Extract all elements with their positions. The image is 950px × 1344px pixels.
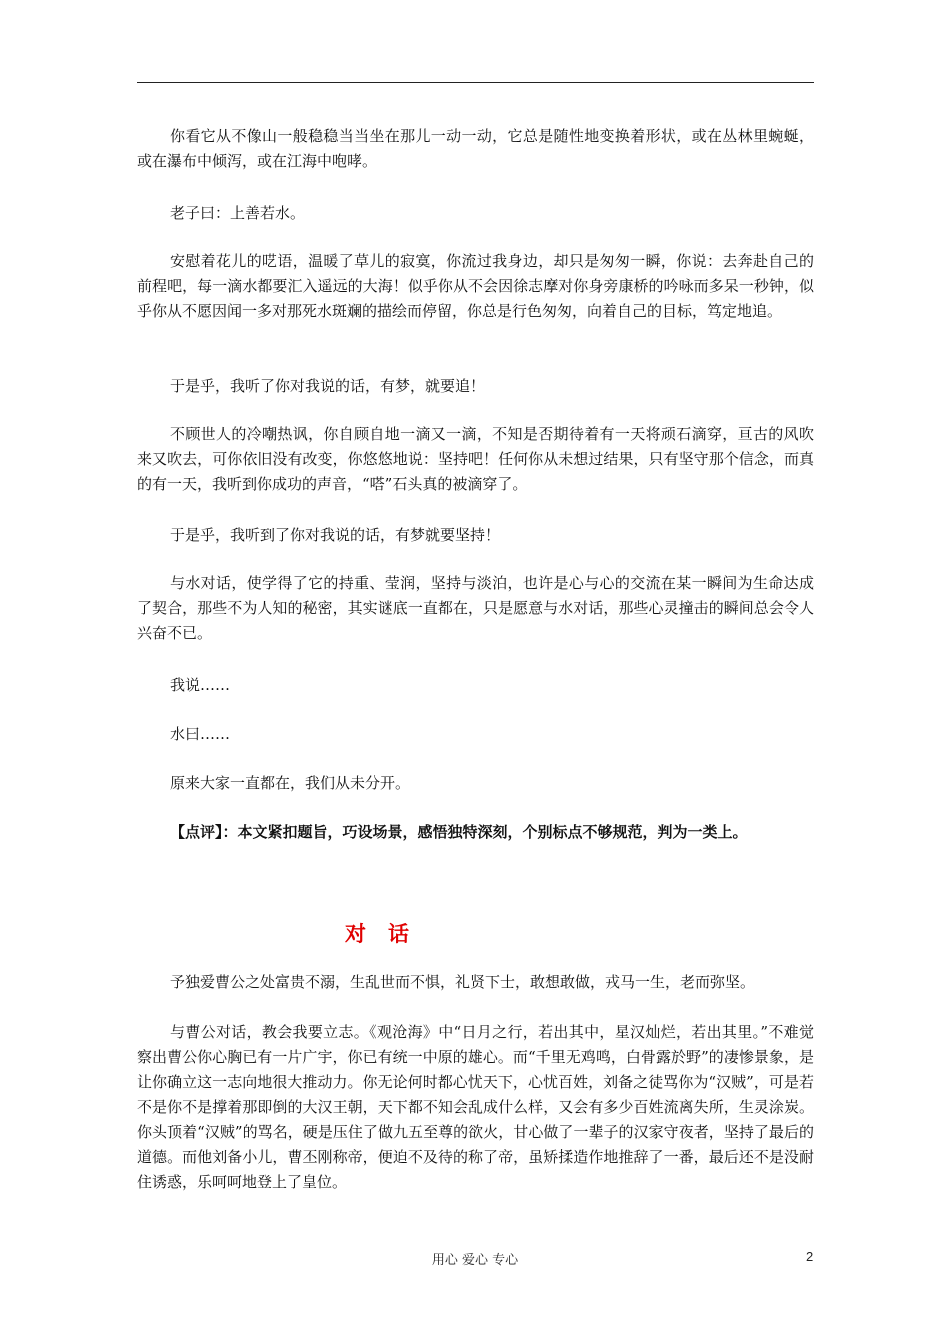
review-comment: 【点评】：本文紧扣题旨，巧设场景，感悟独特深刻，个别标点不够规范，判为一类上。 [170, 823, 748, 841]
essay-title: 对话 [345, 921, 431, 946]
paragraph-5: 不顾世人的冷嘲热讽，你自顾自地一滴又一滴，不知是否期待着有一天将顽石滴穿，亘古的风吹来又吹去，可你依旧没有改变，你悠悠地说：坚持吧！任何你从未想过结果，只有坚守那个信念，而真的有一天，我听到你成功的声音，“嗒”石头真的被滴穿了。 [137, 425, 814, 493]
header-rule [137, 82, 814, 83]
paragraph-2: 老子曰：上善若水。 [170, 204, 306, 222]
paragraph-1: 你看它从不像山一般稳稳当当坐在那儿一动一动，它总是随性地变换着形状，或在丛林里蜿蜒，或在瀑布中倾泻，或在江海中咆哮。 [137, 127, 814, 170]
paragraph-6: 于是乎，我听到了你对我说的话，有梦就要坚持！ [170, 526, 501, 544]
essay2-paragraph-1: 予独爱曹公之处富贵不溺，生乱世而不惧，礼贤下士，敢想敢做，戎马一生，老而弥坚。 [170, 973, 756, 991]
footer-motto: 用心 爱心 专心 [431, 1253, 519, 1268]
paragraph-8: 我说…… [170, 676, 231, 694]
page-number: 2 [806, 1249, 814, 1264]
paragraph-7: 与水对话，使学得了它的持重、莹润，坚持与淡泊，也许是心与心的交流在某一瞬间为生命达成了契合，那些不为人知的秘密，其实谜底一直都在，只是愿意与水对话，那些心灵撞击的瞬间总会令人兴奋不已。 [137, 574, 814, 642]
paragraph-9: 水曰…… [170, 725, 231, 743]
paragraph-10: 原来大家一直都在，我们从未分开。 [170, 774, 411, 792]
essay2-paragraph-2: 与曹公对话，教会我要立志。《观沧海》中“日月之行，若出其中，星汉灿烂，若出其里。”不难觉察出曹公你心胸已有一片广宇，你已有统一中原的雄心。而“千里无鸡鸣，白骨露於野”的凄惨景象，是让你确立这一志向地很大推动力。你无论何时都心忧天下，心忧百姓，刘备之徒骂你为“汉贼”，可是若不是你不是撑着那即倒的大汉王朝，天下都不知会乱成什么样，又会有多少百姓流离失所，生灵涂炭。你头顶着“汉贼”的骂名，硬是压住了做九五至尊的欲火，甘心做了一辈子的汉家守夜者，坚持了最后的道德。而他刘备小儿，曹丕刚称帝，便迫不及待的称了帝，虽矫揉造作地推辞了一番，最后还不是没耐住诱惑，乐呵呵地登上了皇位。 [137, 1023, 814, 1191]
paragraph-3: 安慰着花儿的呓语，温暖了草儿的寂寞，你流过我身边，却只是匆匆一瞬，你说：去奔赴自己的前程吧，每一滴水都要汇入遥远的大海！似乎你从不会因徐志摩对你身旁康桥的吟咏而多呆一秒钟，似乎你从不愿因闻一多对那死水斑斓的描绘而停留，你总是行色匆匆，向着自己的目标，笃定地追。 [137, 252, 814, 320]
paragraph-4: 于是乎，我听了你对我说的话，有梦，就要追！ [170, 377, 486, 395]
